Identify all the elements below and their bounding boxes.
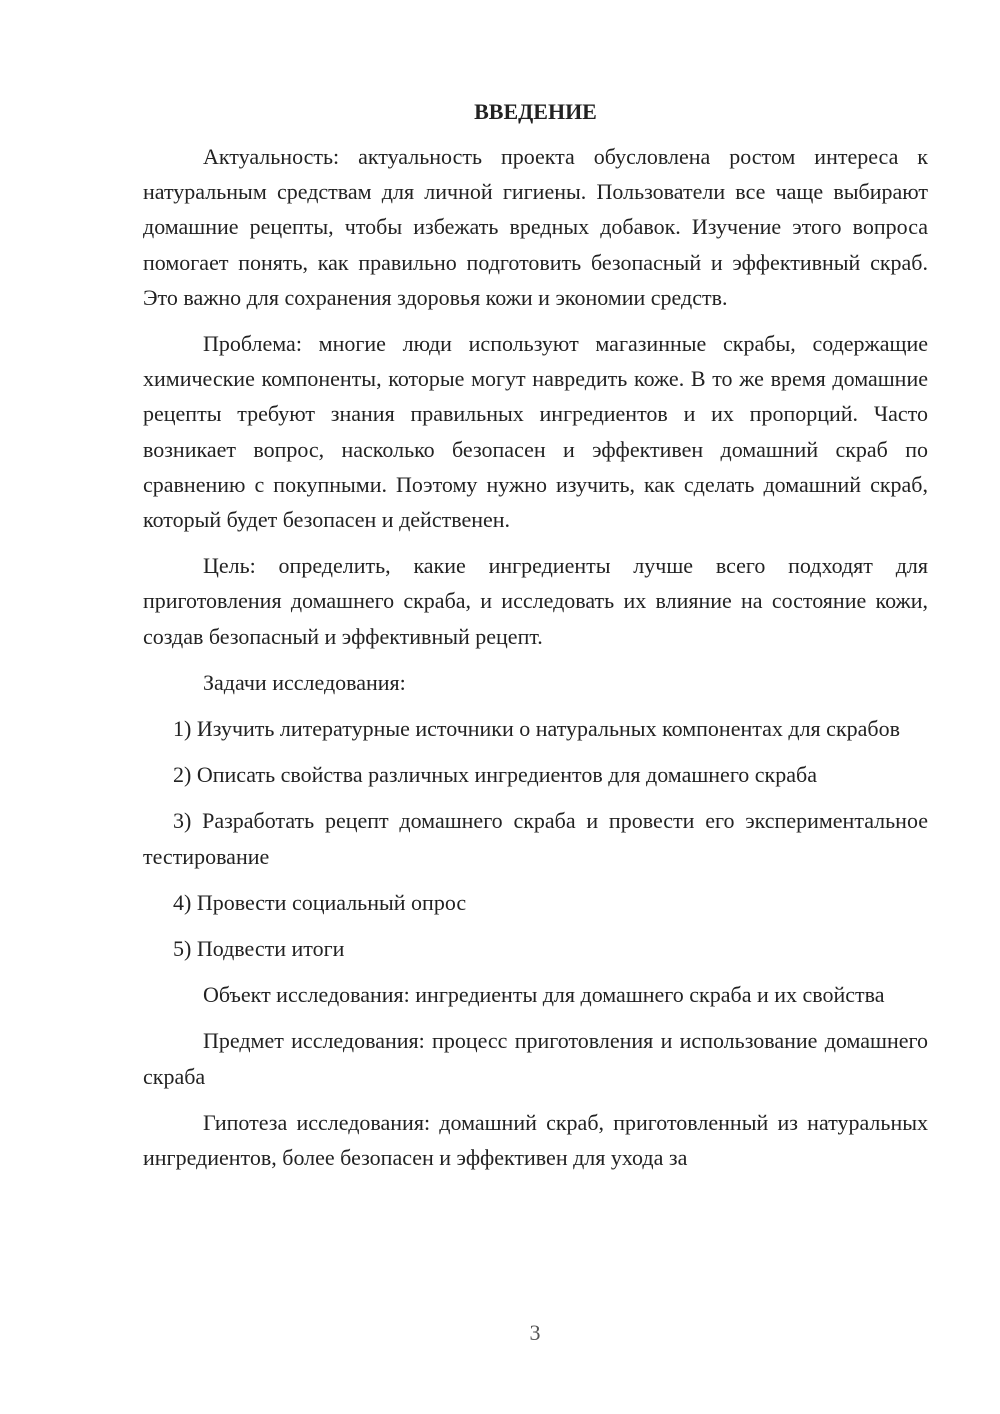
paragraph-relevance: Актуальность: актуальность проекта обусловлена ростом интереса к натуральным средствам для личной гигиены. Пользователи все чаще выбирают домашние рецепты, чтобы избежать вредных добавок. Изучение этого вопроса помогает понять, как правильно подготовить безопасный и эффективный скраб. Это важно для сохранения здоровья кожи и экономии средств.: [143, 144, 928, 310]
document-page: [143, 94, 928, 1186]
task-item-4: 4) Провести социальный опрос: [173, 889, 467, 915]
paragraph-subject: Предмет исследования: процесс приготовления и использование домашнего скраба: [143, 1028, 928, 1089]
paragraph-hypothesis: Гипотеза исследования: домашний скраб, приготовленный из натуральных ингредиентов, более безопасен и эффективен для ухода за: [143, 1109, 928, 1171]
paragraph-object: Объект исследования: ингредиенты для домашнего скраба и их свойства: [203, 982, 885, 1008]
section-title: ВВЕДЕНИЕ: [474, 99, 597, 124]
task-item-5: 5) Подвести итоги: [173, 936, 345, 962]
task-item-1: 1) Изучить литературные источники о натуральных компонентах для скрабов: [173, 716, 900, 742]
paragraph-goal: Цель: определить, какие ингредиенты лучше всего подходят для приготовления домашнего скраба, и исследовать их влияние на состояние кожи, создав безопасный и эффективный рецепт.: [143, 553, 928, 649]
page-number: 3: [529, 1320, 541, 1345]
task-item-2: 2) Описать свойства различных ингредиентов для домашнего скраба: [173, 762, 817, 788]
paragraph-problem: Проблема: многие люди используют магазинные скрабы, содержащие химические компоненты, которые могут навредить коже. В то же время домашние рецепты требуют знания правильных ингредиентов и их пропорций. Часто возникает вопрос, насколько безопасен и эффективен домашний скраб по сравнению с покупными. Поэтому нужно изучить, как сделать домашний скраб, который будет безопасен и действенен.: [143, 331, 928, 533]
paragraph-tasks-heading: Задачи исследования:: [203, 669, 406, 695]
task-item-3: 3) Разработать рецепт домашнего скраба и провести его экспериментальное тестирование: [143, 808, 928, 869]
